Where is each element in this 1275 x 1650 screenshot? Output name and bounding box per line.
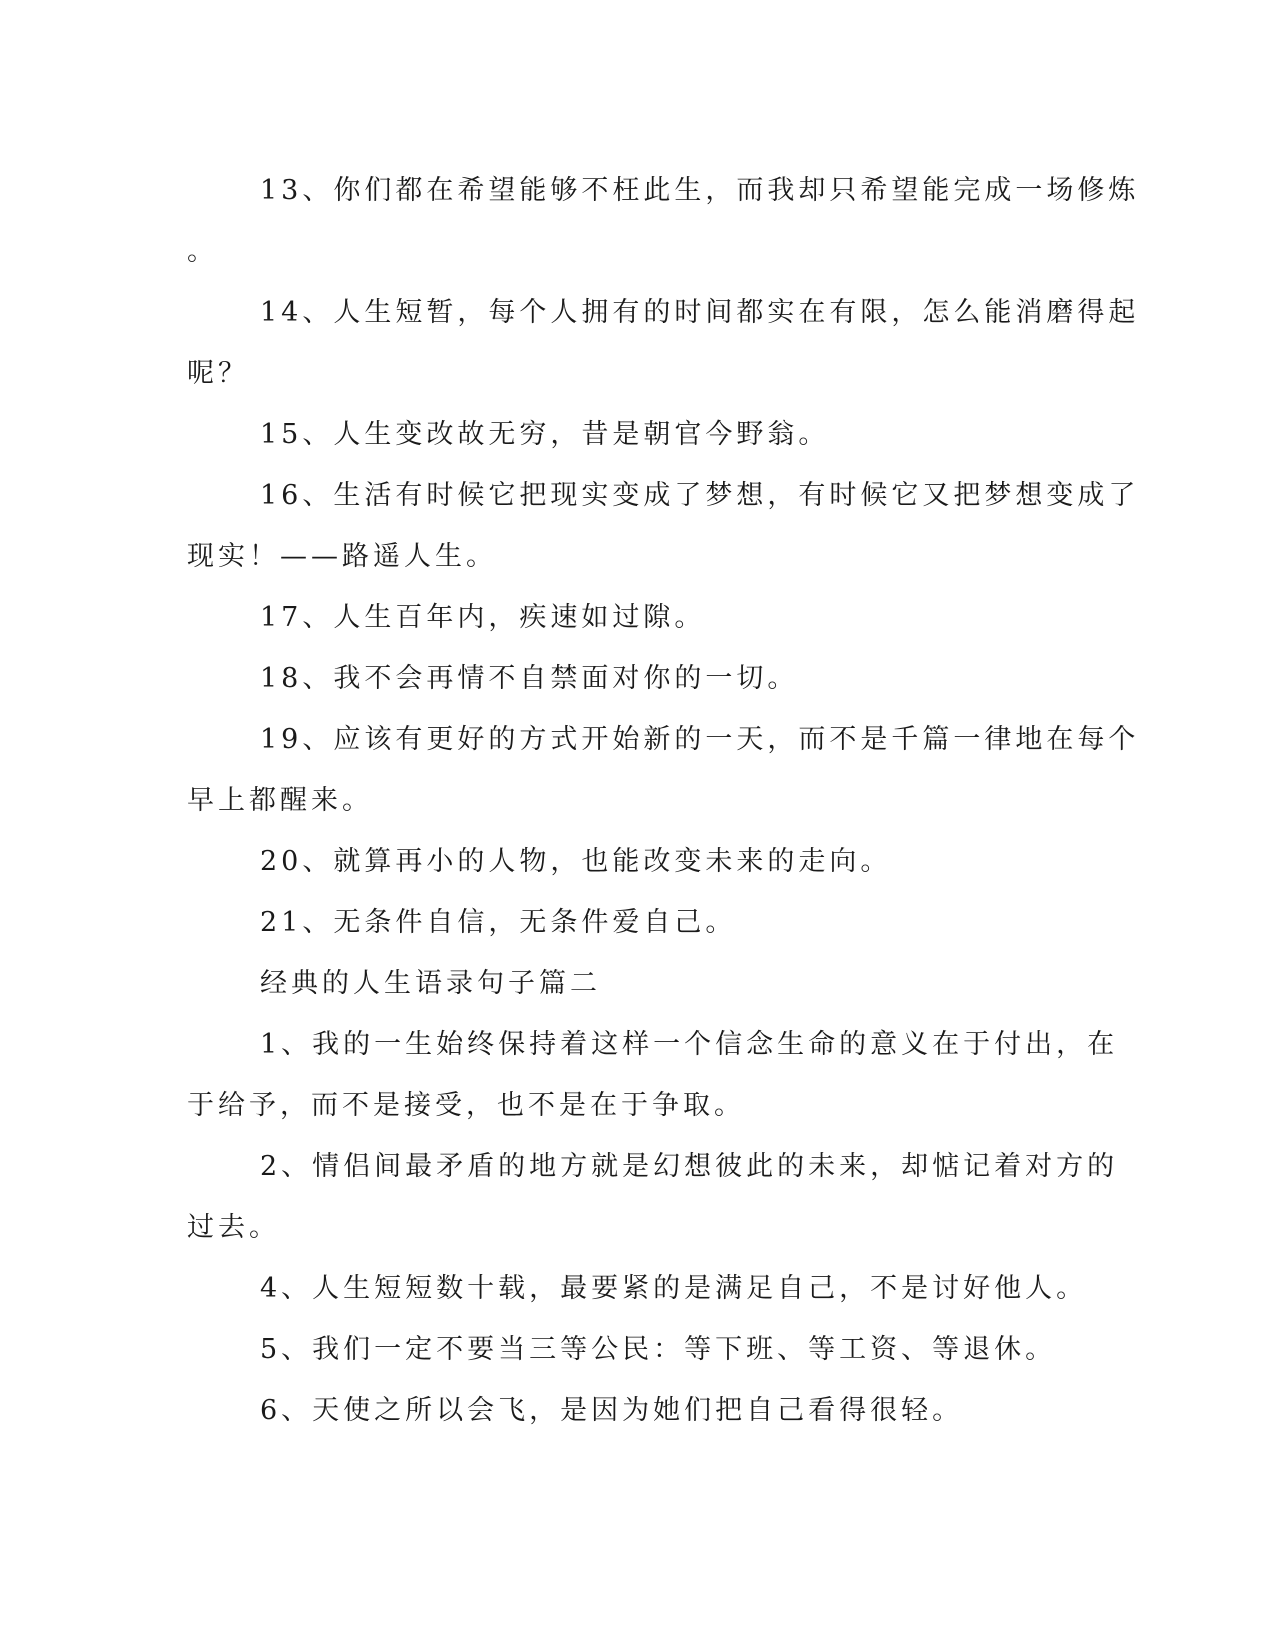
text-line: 14、人生短暂，每个人拥有的时间都实在有限，怎么能消磨得起 [260,297,1140,328]
text-line: 15、人生变改故无穷，昔是朝官今野翁。 [260,419,830,450]
text-line: 19、应该有更好的方式开始新的一天，而不是千篇一律地在每个 [260,724,1140,755]
text-line: 20、就算再小的人物，也能改变未来的走向。 [260,846,892,877]
text-line: 于给予，而不是接受，也不是在于争取。 [187,1090,745,1121]
text-line: 1、我的一生始终保持着这样一个信念生命的意义在于付出，在 [260,1029,1119,1060]
document-body [187,160,1140,1441]
text-line: 2、情侣间最矛盾的地方就是幻想彼此的未来，却惦记着对方的 [260,1151,1119,1182]
text-line: 17、人生百年内，疾速如过隙。 [260,602,706,633]
text-line: 13、你们都在希望能够不枉此生，而我却只希望能完成一场修炼 [260,175,1140,206]
text-line: 呢？ [187,358,249,389]
text-line: 早上都醒来。 [187,785,373,816]
section-heading: 经典的人生语录句子篇二 [260,968,601,999]
text-line: 5、我们一定不要当三等公民：等下班、等工资、等退休。 [260,1334,1057,1365]
text-line: 18、我不会再情不自禁面对你的一切。 [260,663,799,694]
text-line: 。 [187,236,218,267]
text-line: 4、人生短短数十载，最要紧的是满足自己，不是讨好他人。 [260,1273,1088,1304]
text-line: 16、生活有时候它把现实变成了梦想，有时候它又把梦想变成了 [260,480,1140,511]
text-line: 21、无条件自信，无条件爱自己。 [260,907,737,938]
text-line: 现实！——路遥人生。 [187,541,497,572]
text-line: 过去。 [187,1212,280,1243]
text-line: 6、天使之所以会飞，是因为她们把自己看得很轻。 [260,1395,964,1426]
